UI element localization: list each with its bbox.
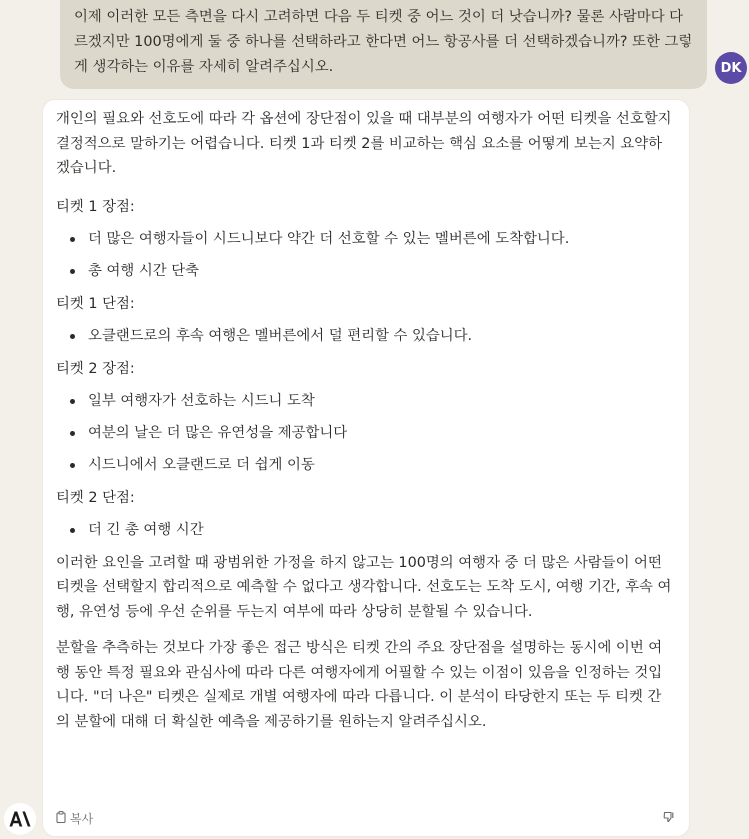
list-item: 일부 여행자가 선호하는 시드니 도착 <box>88 389 675 414</box>
bullet-list <box>56 518 675 543</box>
response-paragraph: 이러한 요인을 고려할 때 광범위한 가정을 하지 않고는 100명의 여행자 중 더 많은 사람들이 어떤 티켓을 선택할지 합리적으로 예측할 수 없다고 생각합니다. 선호도는 도착 도시, 여행 기간, 후속 여행, 유연성 등에 우선 순위를 두는지 여부에 따라 상당히 분할될 수 있습니다. <box>56 554 672 620</box>
user-message-bubble <box>60 0 707 89</box>
user-message-text: 이제 이러한 모든 측면을 다시 고려하면 다음 두 티켓 중 어느 것이 더 낫습니까? 물론 사람마다 다르겠지만 100명에게 둘 중 하나를 선택하라고 한다면 어느 항공사를 더 선택하겠습니까? 또한 그렇게 생각하는 이유를 자세히 알려주십시오. <box>74 9 693 75</box>
bullet-list <box>56 389 675 478</box>
bullet-list <box>56 324 675 349</box>
list-item: 더 많은 여행자들이 시드니보다 약간 더 선호할 수 있는 멜버른에 도착합니다. <box>88 227 675 252</box>
copy-button[interactable] <box>56 810 93 827</box>
section-heading: 티켓 1 장점: <box>56 198 135 215</box>
message-footer <box>56 808 675 828</box>
assistant-message-card <box>43 100 689 836</box>
section-heading: 티켓 2 단점: <box>56 489 135 506</box>
thumbs-down-icon[interactable] <box>663 811 675 826</box>
clipboard-icon <box>56 811 66 826</box>
list-item: 여분의 날은 더 많은 유연성을 제공합니다 <box>88 421 675 446</box>
user-avatar[interactable]: DK <box>715 52 747 84</box>
list-item: 더 긴 총 여행 시간 <box>88 518 675 543</box>
bullet-list <box>56 227 675 284</box>
response-paragraph: 분할을 추측하는 것보다 가장 좋은 접근 방식은 티켓 간의 주요 장단점을 설명하는 동시에 이번 여행 동안 특정 필요와 관심사에 따라 다른 여행자에게 어필할 수 있는 이점이 있음을 인정하는 것입니다. "더 나은" 티켓은 실제로 개별 여행자에 따라 다릅니다. 이 분석이 타당한지 또는 두 티켓 간의 분할에 대해 더 확실한 예측을 제공하기를 원하는지 알려주십시오. <box>56 640 663 730</box>
list-item: 총 여행 시간 단축 <box>88 259 675 284</box>
anthropic-logo-icon <box>4 803 36 835</box>
list-item: 시드니에서 오클랜드로 더 쉽게 이동 <box>88 453 675 478</box>
copy-label: 복사 <box>70 811 94 826</box>
list-item: 오클랜드로의 후속 여행은 멜버른에서 덜 편리할 수 있습니다. <box>88 324 675 349</box>
section-heading: 티켓 2 장점: <box>56 360 135 377</box>
section-heading: 티켓 1 단점: <box>56 295 135 312</box>
response-intro: 개인의 필요와 선호도에 따라 각 옵션에 장단점이 있을 때 대부분의 여행자가 어떤 티켓을 선호할지 결정적으로 말하기는 어렵습니다. 티켓 1과 티켓 2를 비교하는 핵심 요소를 어떻게 보는지 요약하겠습니다. <box>56 111 672 176</box>
